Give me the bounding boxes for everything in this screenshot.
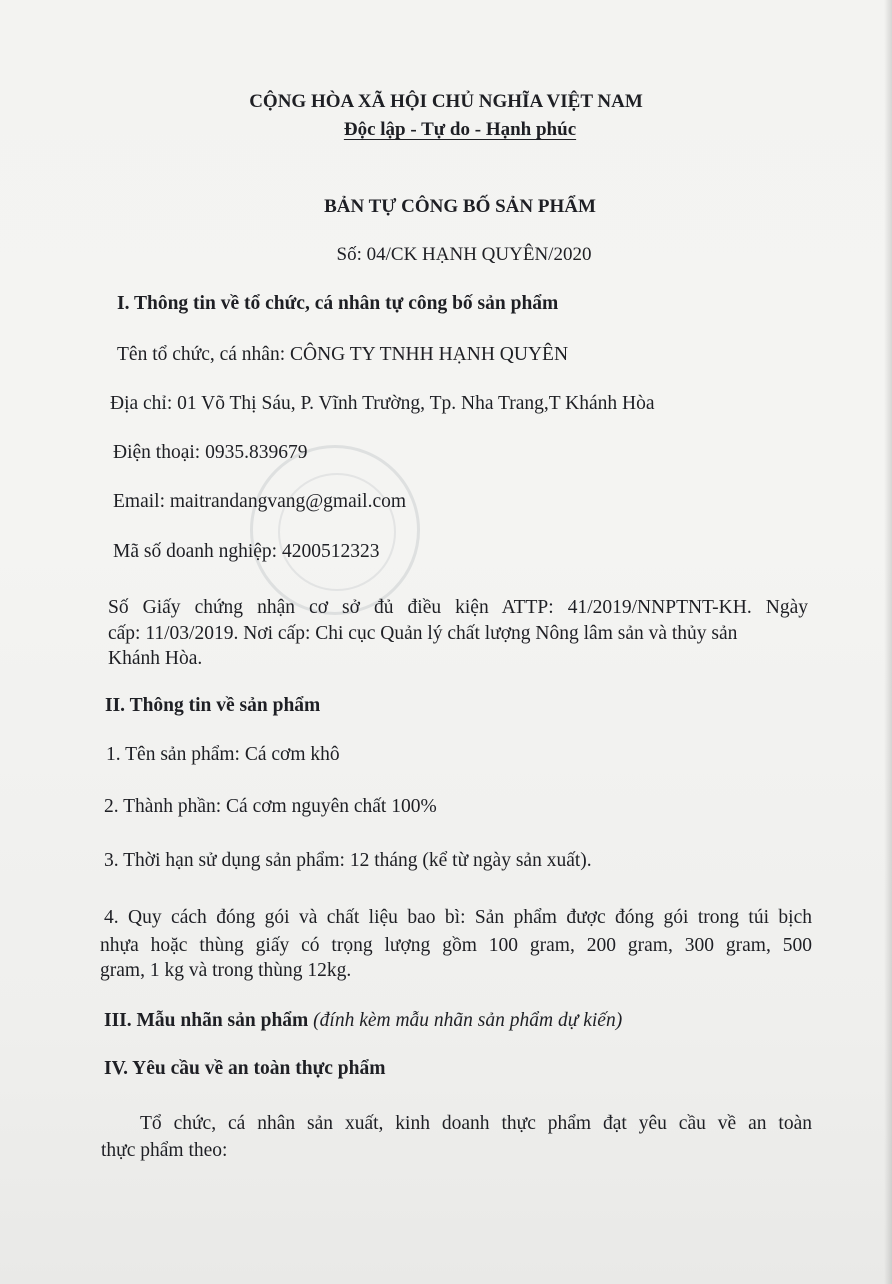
email: Email: maitrandangvang@gmail.com: [113, 491, 407, 512]
ingredients: 2. Thành phần: Cá cơm nguyên chất 100%: [104, 796, 437, 817]
certificate-line-1: Số Giấy chứng nhận cơ sở đủ điều kiện ATTP: 41/2019/NNPTNT-KH. Ngày: [108, 597, 808, 618]
address: Địa chỉ: 01 Võ Thị Sáu, P. Vĩnh Trường, Tp. Nha Trang,T Khánh Hòa: [110, 393, 655, 414]
document-title: BẢN TỰ CÔNG BỐ SẢN PHẨM: [324, 196, 596, 217]
section-2-heading: II. Thông tin về sản phẩm: [105, 695, 321, 716]
packaging-line-1: 4. Quy cách đóng gói và chất liệu bao bì: Sản phẩm được đóng gói trong túi bịch: [104, 907, 812, 928]
org-name: Tên tổ chức, cá nhân: CÔNG TY TNHH HẠNH QUYÊN: [117, 344, 569, 365]
safety-paragraph-line-2: thực phẩm theo:: [101, 1140, 228, 1161]
page-edge-shadow: [884, 0, 892, 1284]
shelf-life: 3. Thời hạn sử dụng sản phẩm: 12 tháng (kể từ ngày sản xuất).: [104, 850, 592, 871]
section-3-heading: [104, 1009, 622, 1033]
section-3-title: III. Mẫu nhãn sản phẩm: [104, 1010, 309, 1031]
product-name: 1. Tên sản phẩm: Cá cơm khô: [106, 744, 340, 765]
phone: Điện thoại: 0935.839679: [113, 442, 308, 463]
certificate-line-3: Khánh Hòa.: [108, 648, 203, 669]
document-number: Số: 04/CK HẠNH QUYÊN/2020: [336, 244, 592, 265]
section-3-note: (đính kèm mẫu nhãn sản phẩm dự kiến): [313, 1010, 623, 1031]
faded-stamp: [250, 445, 420, 615]
country-header: CỘNG HÒA XÃ HỘI CHỦ NGHĨA VIỆT NAM: [249, 91, 643, 112]
packaging-line-3: gram, 1 kg và trong thùng 12kg.: [100, 960, 352, 981]
section-1-heading: I. Thông tin về tổ chức, cá nhân tự công bố sản phẩm: [117, 293, 559, 314]
packaging-line-2: nhựa hoặc thùng giấy có trọng lượng gồm 100 gram, 200 gram, 300 gram, 500: [100, 935, 812, 956]
safety-paragraph-line-1: Tổ chức, cá nhân sản xuất, kinh doanh thực phẩm đạt yêu cầu về an toàn: [140, 1113, 812, 1134]
section-4-heading: IV. Yêu cầu về an toàn thực phẩm: [104, 1058, 386, 1079]
certificate-line-2: cấp: 11/03/2019. Nơi cấp: Chi cục Quản lý chất lượng Nông lâm sản và thủy sản: [108, 623, 738, 644]
tax-code: Mã số doanh nghiệp: 4200512323: [113, 541, 380, 562]
motto: Độc lập - Tự do - Hạnh phúc: [343, 119, 577, 140]
